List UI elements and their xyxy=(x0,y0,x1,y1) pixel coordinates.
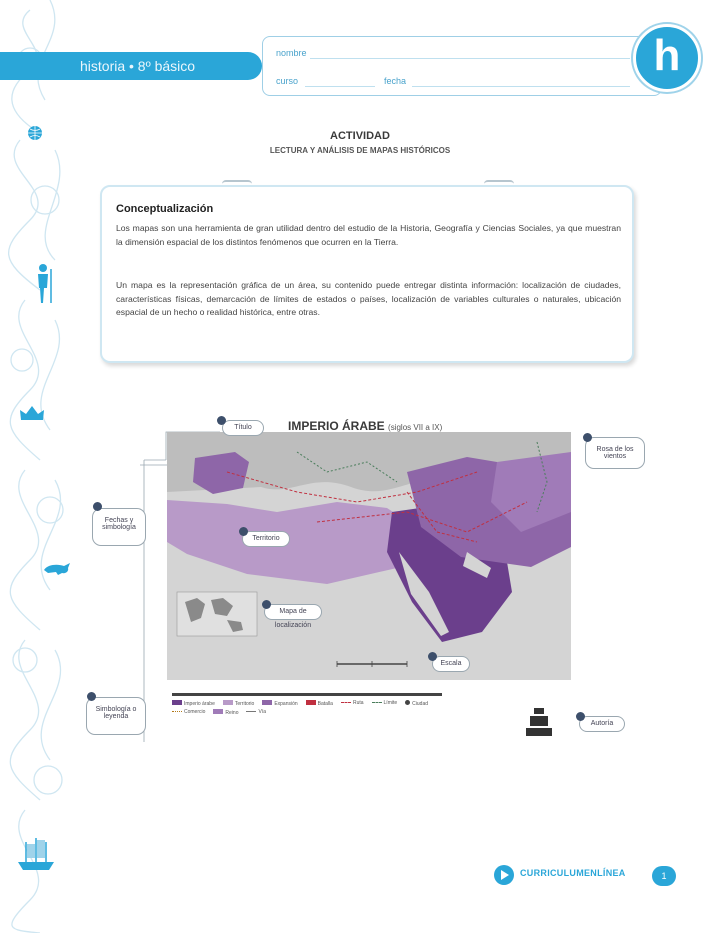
map-title-text: IMPERIO ÁRABE xyxy=(288,419,385,433)
historical-map xyxy=(167,432,571,680)
callout-territorio: Territorio xyxy=(242,531,290,547)
subject-band xyxy=(0,52,262,80)
date-field[interactable] xyxy=(412,86,630,87)
legend-item: Límite xyxy=(372,700,398,707)
footer-brand: CURRICULUMENLÍNEA xyxy=(520,868,626,878)
course-label: curso xyxy=(276,76,299,86)
badge-simbologia xyxy=(87,692,96,701)
map-legend xyxy=(172,693,442,735)
student-info-box xyxy=(262,36,662,96)
badge-escala xyxy=(428,652,437,661)
callout-autoria: Autoría xyxy=(579,716,625,732)
concept-paragraph-1: Los mapas son una herramienta de gran utilidad dentro del estudio de la Historia, Geografía y Ciencias Sociales, ya que muestran la dimensión espacial de los distintos fenómenos que ocurren en la Tierra. xyxy=(116,223,621,247)
name-label: nombre xyxy=(276,48,307,58)
callout-simbologia: Simbología o leyenda xyxy=(86,697,146,735)
callout-localizacion: Mapa de localización xyxy=(264,604,322,620)
callout-titulo: Título xyxy=(222,420,264,436)
badge-autoria xyxy=(576,712,585,721)
badge-fechas xyxy=(93,502,102,511)
concept-clip-left xyxy=(222,180,252,188)
explorer-figure-icon xyxy=(32,263,54,305)
animal-icon xyxy=(42,562,72,576)
legend-item: Ruta xyxy=(341,700,364,707)
legend-item: Batalla xyxy=(306,700,333,707)
badge-rosa xyxy=(583,433,592,442)
callout-escala: Escala xyxy=(432,656,470,672)
crown-icon xyxy=(19,404,45,422)
activity-title: ACTIVIDAD xyxy=(330,130,390,142)
legend-bar xyxy=(172,693,442,696)
concept-paragraph-2: Un mapa es la representación gráfica de un área, su contenido puede entregar distinta información: localización de ciudades, características físicas, demarcación de límites de estados o países, localización de variables culturales o naturales, ubicación espacial de un hecho o realidad histórica, entre otras. xyxy=(116,280,621,318)
callout-rosa-vientos: Rosa de los vientos xyxy=(585,437,645,469)
legend-item: Reino xyxy=(213,709,238,716)
legend-item: Expansión xyxy=(262,700,297,707)
legend-item: Vía xyxy=(246,709,266,716)
logo-letter: h xyxy=(653,31,681,80)
callout-fechas: Fechas y simbología xyxy=(92,508,146,546)
author-emblem-icon xyxy=(524,706,554,738)
legend-item: Imperio árabe xyxy=(172,700,215,707)
page-number: 1 xyxy=(652,866,676,886)
name-field[interactable] xyxy=(310,58,630,59)
badge-territorio xyxy=(239,527,248,536)
map-title xyxy=(288,419,442,433)
concept-heading: Conceptualización xyxy=(116,203,214,215)
legend-item: Territorio xyxy=(223,700,254,707)
course-field[interactable] xyxy=(305,86,375,87)
legend-item: Ciudad xyxy=(405,700,428,707)
map-title-period: (siglos VII a IX) xyxy=(388,423,443,432)
concept-clip-right xyxy=(484,180,514,188)
map-graphic xyxy=(167,432,571,680)
badge-localizacion xyxy=(262,600,271,609)
ship-icon xyxy=(14,836,58,872)
brand-logo xyxy=(633,24,701,92)
subject-label: historia • 8º básico xyxy=(80,58,196,74)
legend-item: Comercio xyxy=(172,709,205,716)
curriculum-logo-icon xyxy=(493,864,515,886)
activity-subtitle: LECTURA Y ANÁLISIS DE MAPAS HISTÓRICOS xyxy=(269,146,451,155)
badge-titulo xyxy=(217,416,226,425)
date-label: fecha xyxy=(384,76,407,86)
